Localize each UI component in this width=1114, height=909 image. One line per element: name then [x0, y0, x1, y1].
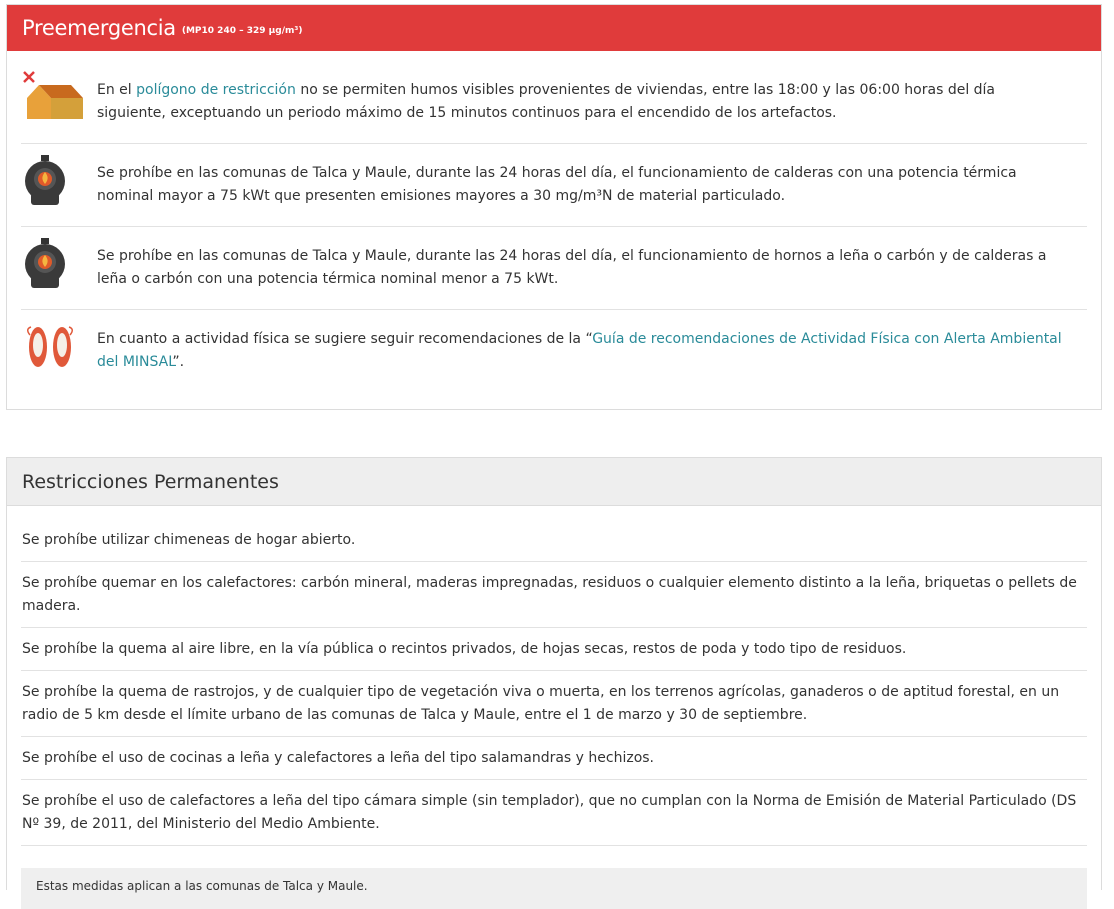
list-item: Se prohíbe el uso de cocinas a leña y calefactores a leña del tipo salamandras y hechizos. [21, 737, 1087, 780]
restriction-polygon-link[interactable]: polígono de restricción [136, 82, 296, 98]
preemergencia-panel [6, 4, 1102, 410]
row-text: Se prohíbe en las comunas de Talca y Maule, durante las 24 horas del día, el funcionamiento de calderas con una potencia térmica nominal mayor a 75 kWt que presenten emisiones mayores a 30 mg/m³N de material particulado. [97, 165, 1017, 204]
row-text: Se prohíbe en las comunas de Talca y Maule, durante las 24 horas del día, el funcionamiento de hornos a leña o carbón y de calderas a leña o carbón con una potencia térmica nominal menor a 75 kWt. [97, 248, 1047, 287]
restriction-row [21, 310, 1087, 392]
row-text: En cuanto a actividad física se sugiere seguir recomendaciones de la “ [97, 331, 593, 347]
permanent-restrictions-panel [6, 457, 1102, 893]
preemergencia-header [7, 5, 1101, 51]
restriction-row [21, 227, 1087, 310]
house-restricted-icon [21, 70, 97, 134]
restriction-row [21, 144, 1087, 227]
boiler-icon [21, 236, 97, 300]
applicability-note: Estas medidas aplican a las comunas de Talca y Maule. [21, 868, 1087, 909]
list-item: Se prohíbe la quema al aire libre, en la vía pública o recintos privados, de hojas secas, restos de poda y todo tipo de residuos. [21, 628, 1087, 671]
permanent-restrictions-title: Restricciones Permanentes [7, 458, 1101, 506]
list-item: Se prohíbe utilizar chimeneas de hogar abierto. [21, 519, 1087, 562]
preemergencia-title: Preemergencia [22, 16, 176, 40]
list-item: Se prohíbe la quema de rastrojos, y de cualquier tipo de vegetación viva o muerta, en los terrenos agrícolas, ganaderos o de aptitud forestal, en un radio de 5 km desde el límite urbano de las comunas de Talca y Maule, entre el 1 de marzo y 30 de septiembre. [21, 671, 1087, 737]
sneakers-icon [21, 319, 97, 383]
row-text: ”. [172, 354, 185, 370]
boiler-icon [21, 153, 97, 217]
row-text: En el [97, 82, 137, 98]
row-text: no se permiten humos visibles provenientes de viviendas, entre las 18:00 y las 06:00 horas del día siguiente, exceptuando un periodo máximo de 15 minutos continuos para el encendido de los artefactos. [97, 82, 996, 121]
list-item: Se prohíbe quemar en los calefactores: carbón mineral, maderas impregnadas, residuos o cualquier elemento distinto a la leña, briquetas o pellets de madera. [21, 562, 1087, 628]
activity-guide-link[interactable]: Guía de recomendaciones de Actividad Física con Alerta Ambiental del MINSAL [97, 331, 1062, 370]
restriction-row [21, 61, 1087, 144]
preemergencia-subtitle: (MP10 240 – 329 µg/m³) [181, 26, 303, 36]
list-item: Se prohíbe el uso de calefactores a leña del tipo cámara simple (sin templador), que no cumplan con la Norma de Emisión de Material Particulado (DS Nº 39, de 2011, del Ministerio del Medio Ambiente. [21, 780, 1087, 846]
